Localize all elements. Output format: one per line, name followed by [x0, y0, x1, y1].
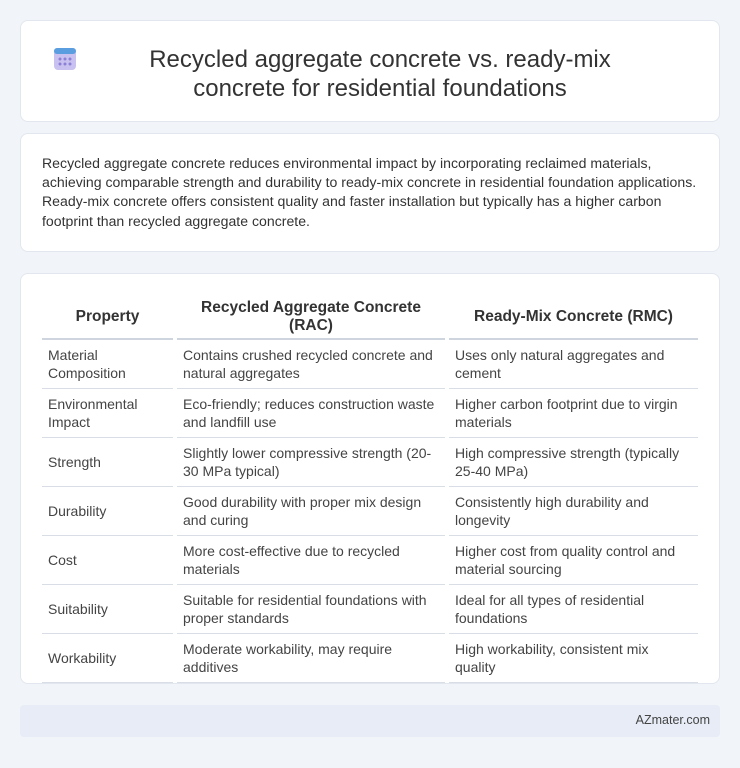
table-row: [42, 585, 698, 634]
row-rmc: Higher cost from quality control and material sourcing: [447, 536, 698, 585]
row-rmc: Uses only natural aggregates and cement: [447, 339, 698, 389]
row-property: Workability: [42, 634, 175, 683]
title-card: [20, 20, 720, 122]
table-row: [42, 536, 698, 585]
header-rac: Recycled Aggregate Concrete (RAC): [175, 294, 447, 339]
comparison-table: [42, 294, 698, 683]
row-rmc: High workability, consistent mix quality: [447, 634, 698, 683]
row-property: Environmental Impact: [42, 389, 175, 438]
row-rac: Slightly lower compressive strength (20-30 MPa typical): [175, 438, 447, 487]
row-rmc: Consistently high durability and longevity: [447, 487, 698, 536]
row-rac: More cost-effective due to recycled materials: [175, 536, 447, 585]
footer-site-link[interactable]: AZmater.com: [635, 713, 710, 727]
row-property: Strength: [42, 438, 175, 487]
row-rmc: Higher carbon footprint due to virgin materials: [447, 389, 698, 438]
row-rac: Contains crushed recycled concrete and natural aggregates: [175, 339, 447, 389]
row-property: Material Composition: [42, 339, 175, 389]
row-rac: Suitable for residential foundations with proper standards: [175, 585, 447, 634]
table-row: [42, 339, 698, 389]
summary-text: Recycled aggregate concrete reduces environmental impact by incorporating reclaimed materials, achieving comparable strength and durability to ready-mix concrete in residential foundation applications. Ready-mix concrete offers consistent quality and faster installation but typically has a higher carbon footprint than recycled aggregate concrete.: [42, 155, 697, 229]
row-rac: Good durability with proper mix design and curing: [175, 487, 447, 536]
row-property: Cost: [42, 536, 175, 585]
header-property: Property: [42, 294, 175, 339]
row-rmc: Ideal for all types of residential foundations: [447, 585, 698, 634]
summary-card: [20, 133, 720, 252]
page-title: Recycled aggregate concrete vs. ready-mix concrete for residential foundations: [149, 46, 611, 102]
table-header-row: [42, 294, 698, 339]
row-rac: Moderate workability, may require additives: [175, 634, 447, 683]
row-rmc: High compressive strength (typically 25-40 MPa): [447, 438, 698, 487]
table-row: [42, 634, 698, 683]
table-row: [42, 487, 698, 536]
row-rac: Eco-friendly; reduces construction waste and landfill use: [175, 389, 447, 438]
table-row: [42, 389, 698, 438]
row-property: Durability: [42, 487, 175, 536]
footer: [20, 705, 720, 737]
table-row: [42, 438, 698, 487]
header-rmc: Ready-Mix Concrete (RMC): [447, 294, 698, 339]
table-card: [20, 273, 720, 684]
row-property: Suitability: [42, 585, 175, 634]
